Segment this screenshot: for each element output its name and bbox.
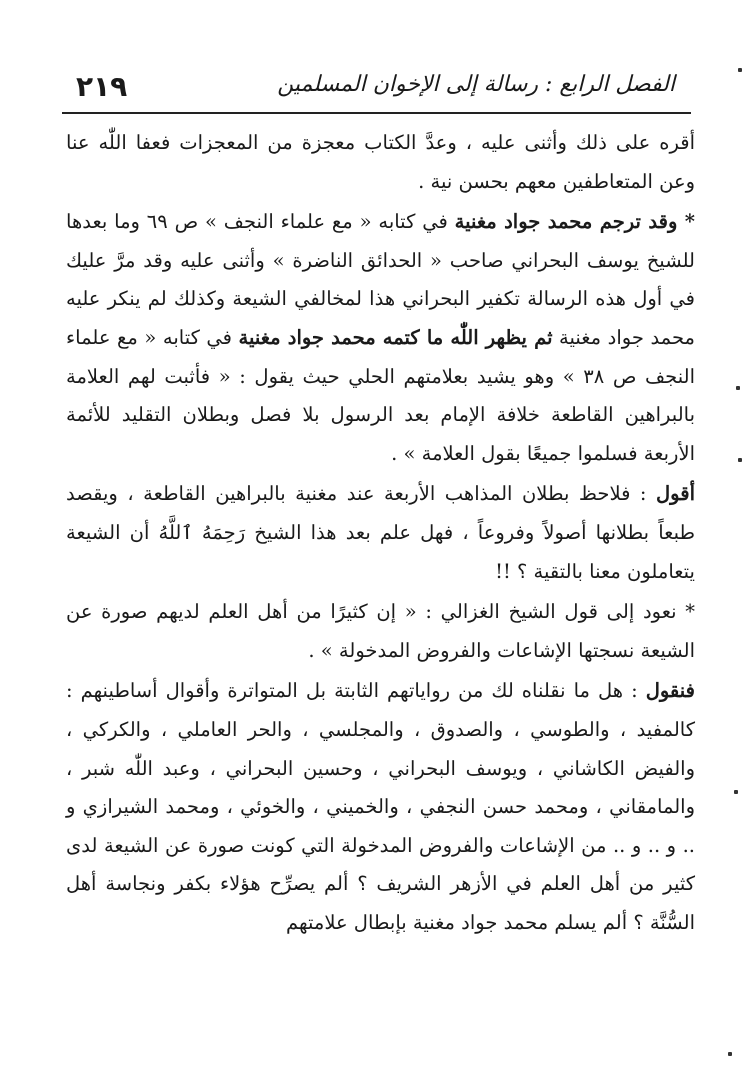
scan-speck [728,1052,732,1056]
paragraph [66,203,695,473]
text-segment: في كتابه « مع علماء النجف » ص ٦٩ وما بعدها للشيخ يوسف البحراني صاحب « الحدائق الناضرة » وأثنى عليه وقد مرَّ عليك في أول هذه الرسالة تكفير البحراني هذا لمخالفي الشيعة وكذلك لم ينكر عليه محمد جواد مغنية [66,210,695,349]
scan-speck [736,386,740,390]
paragraph [66,672,695,942]
text-segment: أقره على ذلك وأثنى عليه ، وعدَّ الكتاب معجزة من المعجزات فعفا اللّٰه عنا وعن المتعاطفين معهم بحسن نية . [66,131,695,193]
text-segment-bold: أقول [656,482,695,506]
body-text [66,124,695,942]
text-segment: : هل ما نقلناه لك من رواياتهم الثابتة بل المتواترة وأقوال أساطينهم : كالمفيد ، والطوسي ، والصدوق ، والمجلسي ، والحر العاملي ، والكركي ، والفيض الكاشاني ، ويوسف البحراني ، وحسين البحراني ، وعبد اللّٰه شبر ، والمامقاني ، ومحمد حسن النجفي ، والخميني ، والخوئي ، ومحمد الشيرازي و .. و .. و .. من الإشاعات والفروض المدخولة التي كونت صورة عن الشيعة لدى كثير من أهل العلم في الأزهر الشريف ؟ ألم يصرِّح هؤلاء بكفر ونجاسة أهل السُّنَّة ؟ ألم يسلم محمد جواد مغنية بإبطال علامتهم [66,679,695,934]
paragraph [66,124,695,201]
page-number: ٢١٩ [76,70,128,103]
text-segment: في كتابه « مع علماء النجف ص ٣٨ » وهو يشيد بعلامتهم الحلي حيث يقول : « فأثبت لهم العلامة بالبراهين القاطعة خلافة الإمام بعد الرسول بلا فصل وبطلان التقليد للأئمة الأربعة فسلموا جميعًا بقول العلامة » . [66,325,695,465]
paragraph [66,475,695,591]
text-segment: : فلاحظ بطلان المذاهب الأربعة عند مغنية بالبراهين القاطعة ، ويقصد طبعاً بطلانها أصولاً وفروعاً ، فهل علم بعد هذا الشيخ رَحِمَهُ ٱللَّهُ أن الشيعة يتعاملون معنا بالتقية ؟ !! [66,482,695,583]
running-title: الفصل الرابع : رسالة إلى الإخوان المسلمين [277,72,675,97]
text-segment: * نعود إلى قول الشيخ الغزالي : « إن كثيرًا من أهل العلم لديهم صورة عن الشيعة نسجتها الإشاعات والفروض المدخولة » . [66,600,695,662]
text-segment-bold: فنقول [645,679,695,703]
text-segment-bold: * وقد ترجم محمد جواد مغنية [454,210,695,234]
paragraph [66,593,695,670]
text-segment-bold: ثم يظهر اللّٰه ما كتمه محمد جواد مغنية [238,325,553,349]
scan-speck [738,68,742,72]
page-header [62,66,691,114]
scan-speck [738,458,742,462]
scan-speck [734,790,738,794]
